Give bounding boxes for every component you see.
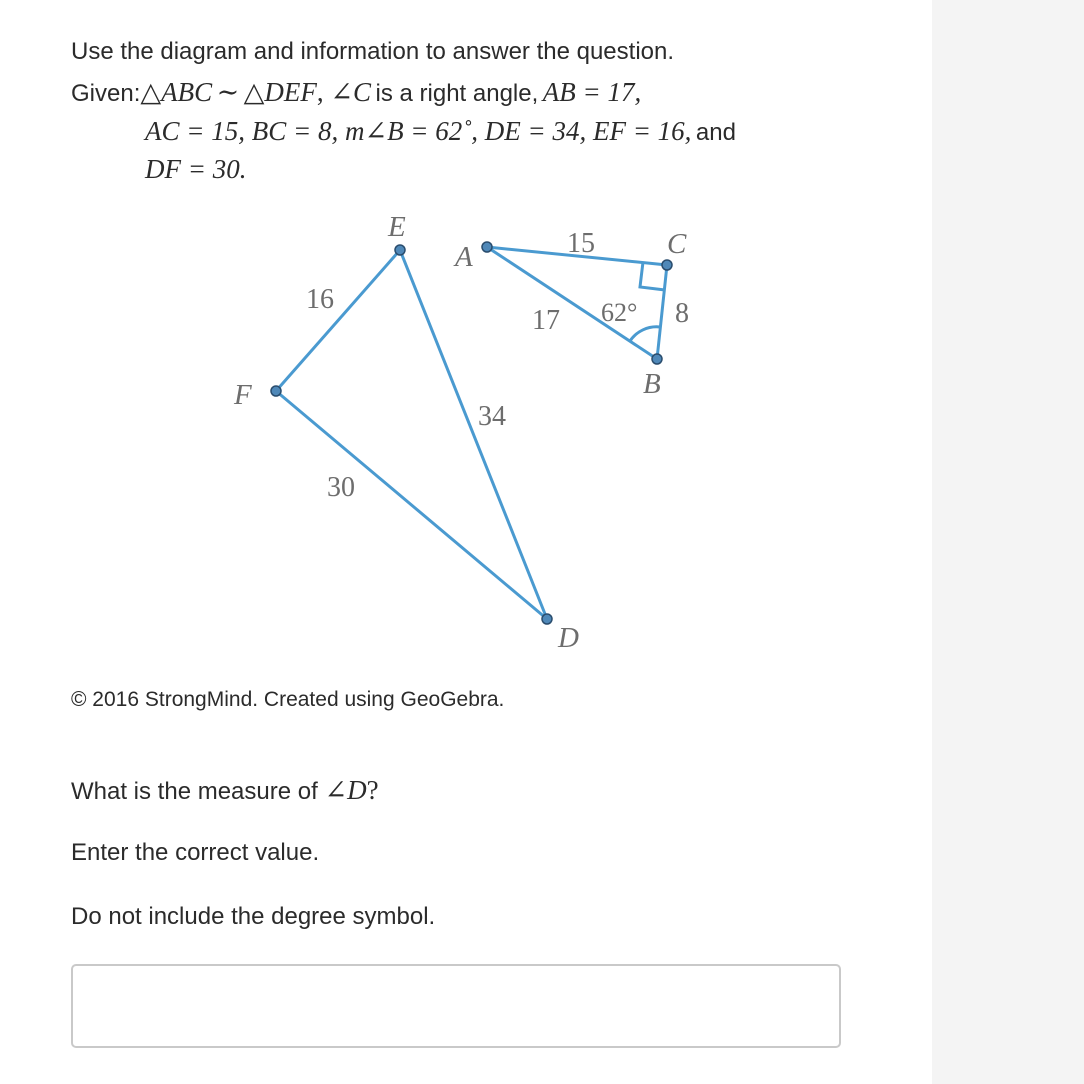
length-bc: 8 (675, 298, 689, 329)
point-a (482, 242, 492, 252)
prompt-question-mark: ? (366, 775, 379, 805)
given-line-3: DF = 30. (145, 154, 247, 184)
triangle-def: △DEF (243, 77, 317, 107)
question-prompt (71, 775, 379, 806)
length-ab: 17 (532, 305, 560, 336)
given-label: Given: (71, 80, 141, 107)
prompt-angle: ∠D (324, 775, 367, 805)
label-f: F (234, 379, 252, 411)
intro-text: Use the diagram and information to answer the question. (71, 38, 675, 65)
side-ef (276, 250, 400, 391)
given-line-1: Given:△ABC ∼ △DEF, ∠C is a right angle, AB = 17, (71, 77, 642, 107)
and-word: and (695, 119, 736, 146)
length-ac: 15 (567, 228, 595, 259)
label-b: B (643, 368, 661, 400)
given-values: AC = 15, BC = 8, m∠B = 62˚, DE = 34, EF = 16, (145, 116, 692, 146)
point-e (395, 245, 405, 255)
instruction-no-degree: Do not include the degree symbol. (71, 903, 436, 930)
triangle-abc: △ABC (140, 77, 213, 107)
instruction-enter: Enter the correct value. (71, 839, 320, 866)
angle-b-measure: 62° (601, 298, 638, 327)
side-de (400, 250, 547, 619)
side-df (276, 391, 547, 619)
point-c (662, 260, 672, 270)
length-df: 30 (327, 472, 355, 503)
point-b (652, 354, 662, 364)
length-ef: 16 (306, 284, 334, 315)
length-de: 34 (478, 401, 506, 432)
prompt-text: What is the measure of (71, 778, 318, 805)
similar-symbol: ∼ (216, 77, 240, 107)
ab-equation: AB = 17, (542, 77, 642, 107)
triangle-abc-shape (487, 247, 667, 359)
label-c: C (667, 228, 687, 260)
label-a: A (455, 241, 473, 273)
right-angle-text: is a right angle, (375, 80, 539, 107)
side-bc (657, 265, 667, 359)
right-angle-marker (640, 262, 665, 290)
label-d: D (558, 622, 579, 654)
copyright-caption: © 2016 StrongMind. Created using GeoGebra. (71, 688, 505, 711)
point-d (542, 614, 552, 624)
answer-input[interactable] (71, 964, 841, 1048)
angle-b-arc (630, 327, 660, 341)
label-e: E (388, 211, 406, 243)
point-f (271, 386, 281, 396)
angle-c: ∠C (330, 77, 372, 107)
